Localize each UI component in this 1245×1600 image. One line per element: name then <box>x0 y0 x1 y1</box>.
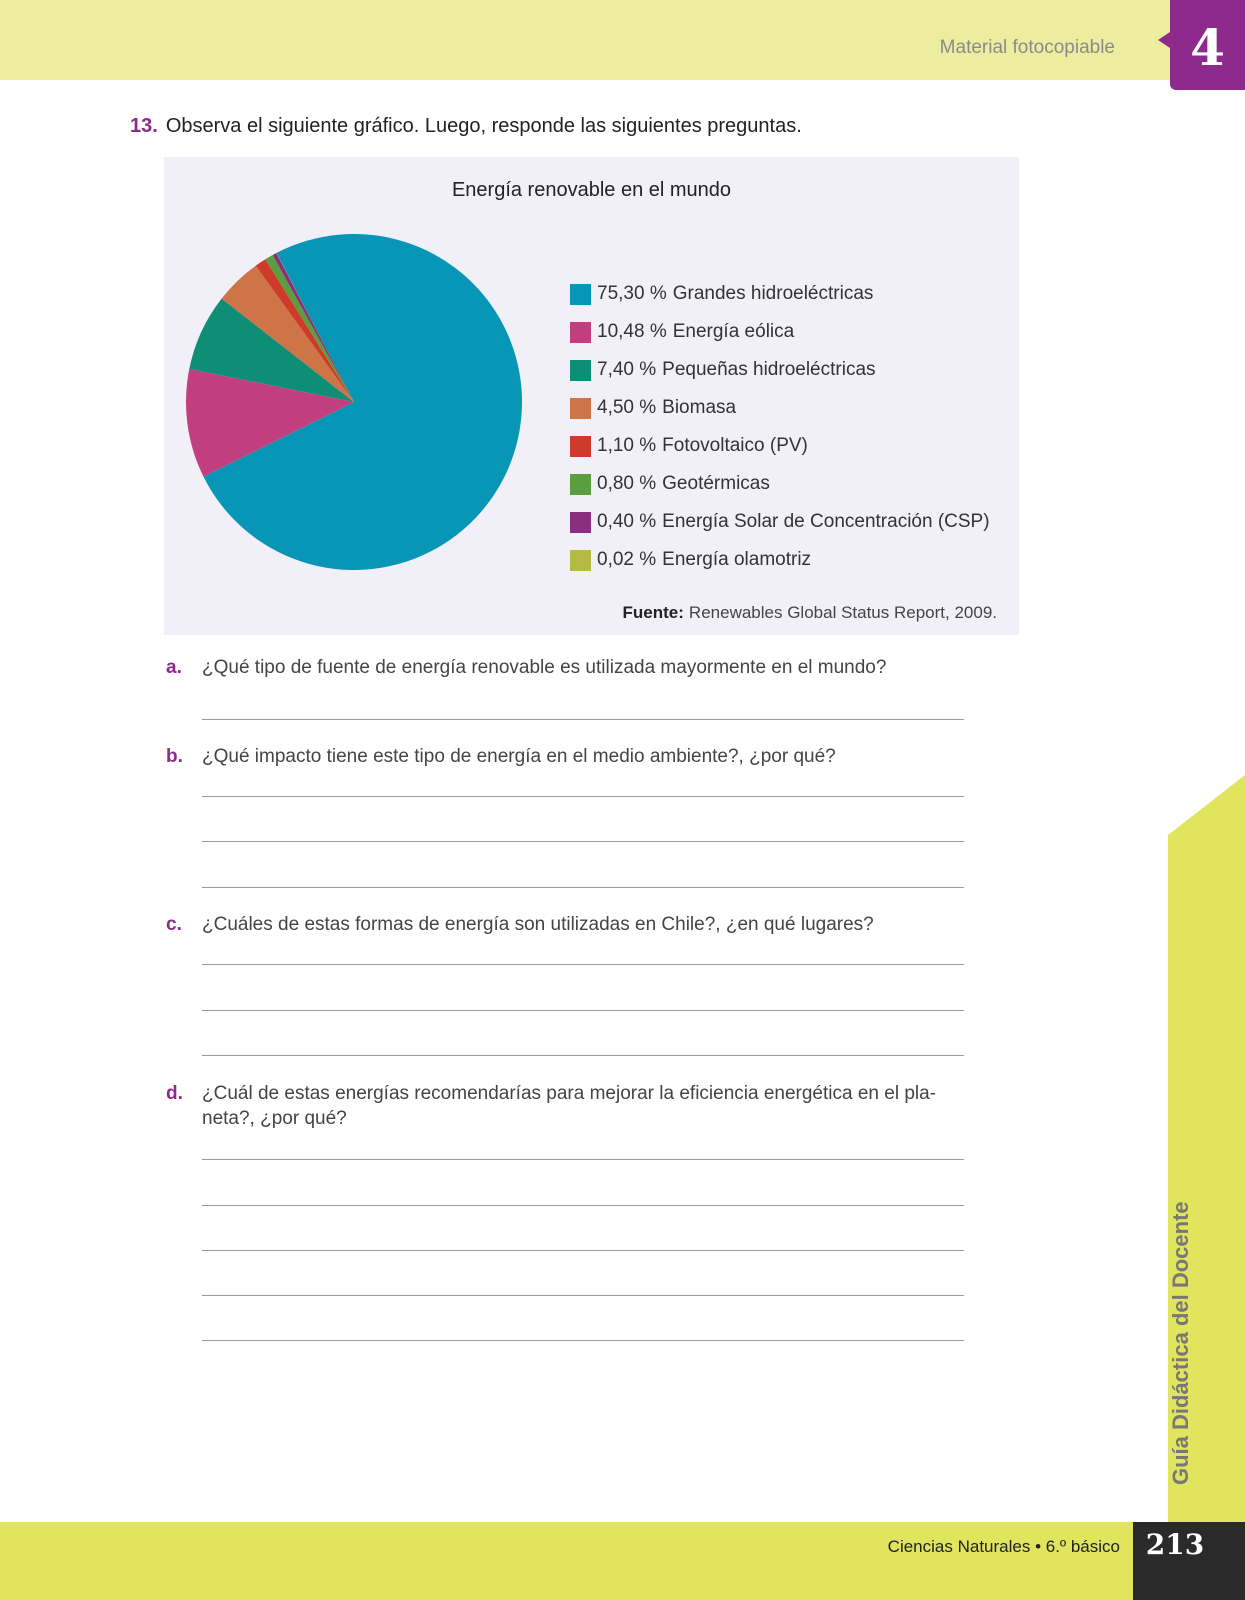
legend-label: Fotovoltaico (PV) <box>662 435 808 456</box>
answer-line[interactable] <box>202 964 964 965</box>
answer-line[interactable] <box>202 796 964 797</box>
subquestion-letter: a. <box>166 657 182 678</box>
legend-swatch <box>570 512 591 533</box>
answer-line[interactable] <box>202 1295 964 1296</box>
legend-swatch <box>570 398 591 419</box>
page-number: 213 <box>1145 1528 1205 1561</box>
legend-swatch <box>570 550 591 571</box>
pie-chart <box>164 157 1019 635</box>
answer-line[interactable] <box>202 1010 964 1011</box>
question-13 <box>130 115 802 138</box>
legend-swatch <box>570 284 591 305</box>
chapter-number: 4 <box>1190 18 1225 77</box>
legend-swatch <box>570 322 591 343</box>
legend-value: 0,40 % <box>597 511 657 532</box>
legend-value: 75,30 % <box>597 283 667 304</box>
legend-value: 0,02 % <box>597 549 657 570</box>
page-number-box <box>1133 1522 1245 1600</box>
source-label: Fuente: <box>622 603 684 622</box>
legend-item <box>570 541 990 579</box>
footer-band <box>0 1522 1245 1600</box>
legend-label: Energía Solar de Concentración (CSP) <box>662 511 990 532</box>
side-label: Guía Didáctica del Docente <box>1168 1201 1193 1485</box>
subquestion-letter: c. <box>166 914 182 935</box>
answer-line[interactable] <box>202 1055 964 1056</box>
subquestion-text: ¿Cuál de estas energías recomendarías para mejorar la eficiencia energética en el pla-neta?, ¿por qué? <box>202 1083 937 1129</box>
footer-text: Ciencias Naturales • 6.º básico <box>887 1537 1120 1556</box>
legend-value: 10,48 % <box>597 321 667 342</box>
legend-item <box>570 503 990 541</box>
answer-line[interactable] <box>202 719 964 720</box>
subquestion-text: ¿Cuáles de estas formas de energía son utilizadas en Chile?, ¿en qué lugares? <box>202 914 874 935</box>
legend-value: 1,10 % <box>597 435 657 456</box>
answer-line[interactable] <box>202 1205 964 1206</box>
subquestion-text: ¿Qué impacto tiene este tipo de energía en el medio ambiente?, ¿por qué? <box>202 746 836 767</box>
legend-label: Pequeñas hidroeléctricas <box>662 359 876 380</box>
subquestion-letter: b. <box>166 746 183 767</box>
question-number: 13. <box>130 115 158 137</box>
legend-label: Energía eólica <box>672 321 795 342</box>
legend-value: 0,80 % <box>597 473 657 494</box>
legend-label: Biomasa <box>662 397 737 418</box>
chart-legend <box>570 275 990 579</box>
legend-label: Grandes hidroeléctricas <box>672 283 874 304</box>
subquestion-text: ¿Qué tipo de fuente de energía renovable es utilizada mayormente en el mundo? <box>202 657 887 678</box>
answer-line[interactable] <box>202 841 964 842</box>
legend-swatch <box>570 474 591 495</box>
legend-item <box>570 275 990 313</box>
subquestion-letter: d. <box>166 1083 183 1104</box>
answer-line[interactable] <box>202 1159 964 1160</box>
side-band-notch <box>1168 775 1245 835</box>
legend-value: 7,40 % <box>597 359 657 380</box>
question-text: Observa el siguiente gráfico. Luego, responde las siguientes preguntas. <box>165 115 802 137</box>
chart-title: Energía renovable en el mundo <box>451 179 732 201</box>
chapter-tab <box>1170 0 1245 90</box>
answer-line[interactable] <box>202 1340 964 1341</box>
legend-swatch <box>570 436 591 457</box>
legend-item <box>570 313 990 351</box>
legend-swatch <box>570 360 591 381</box>
legend-label: Energía olamotriz <box>662 549 812 570</box>
legend-item <box>570 465 990 503</box>
legend-label: Geotérmicas <box>662 473 770 494</box>
chart-source <box>623 603 997 623</box>
header-label: Material fotocopiable <box>939 37 1115 58</box>
legend-item <box>570 351 990 389</box>
answer-line[interactable] <box>202 887 964 888</box>
legend-item <box>570 427 990 465</box>
answer-line[interactable] <box>202 1250 964 1251</box>
legend-value: 4,50 % <box>597 397 657 418</box>
source-text: Renewables Global Status Report, 2009. <box>688 603 997 622</box>
legend-item <box>570 389 990 427</box>
